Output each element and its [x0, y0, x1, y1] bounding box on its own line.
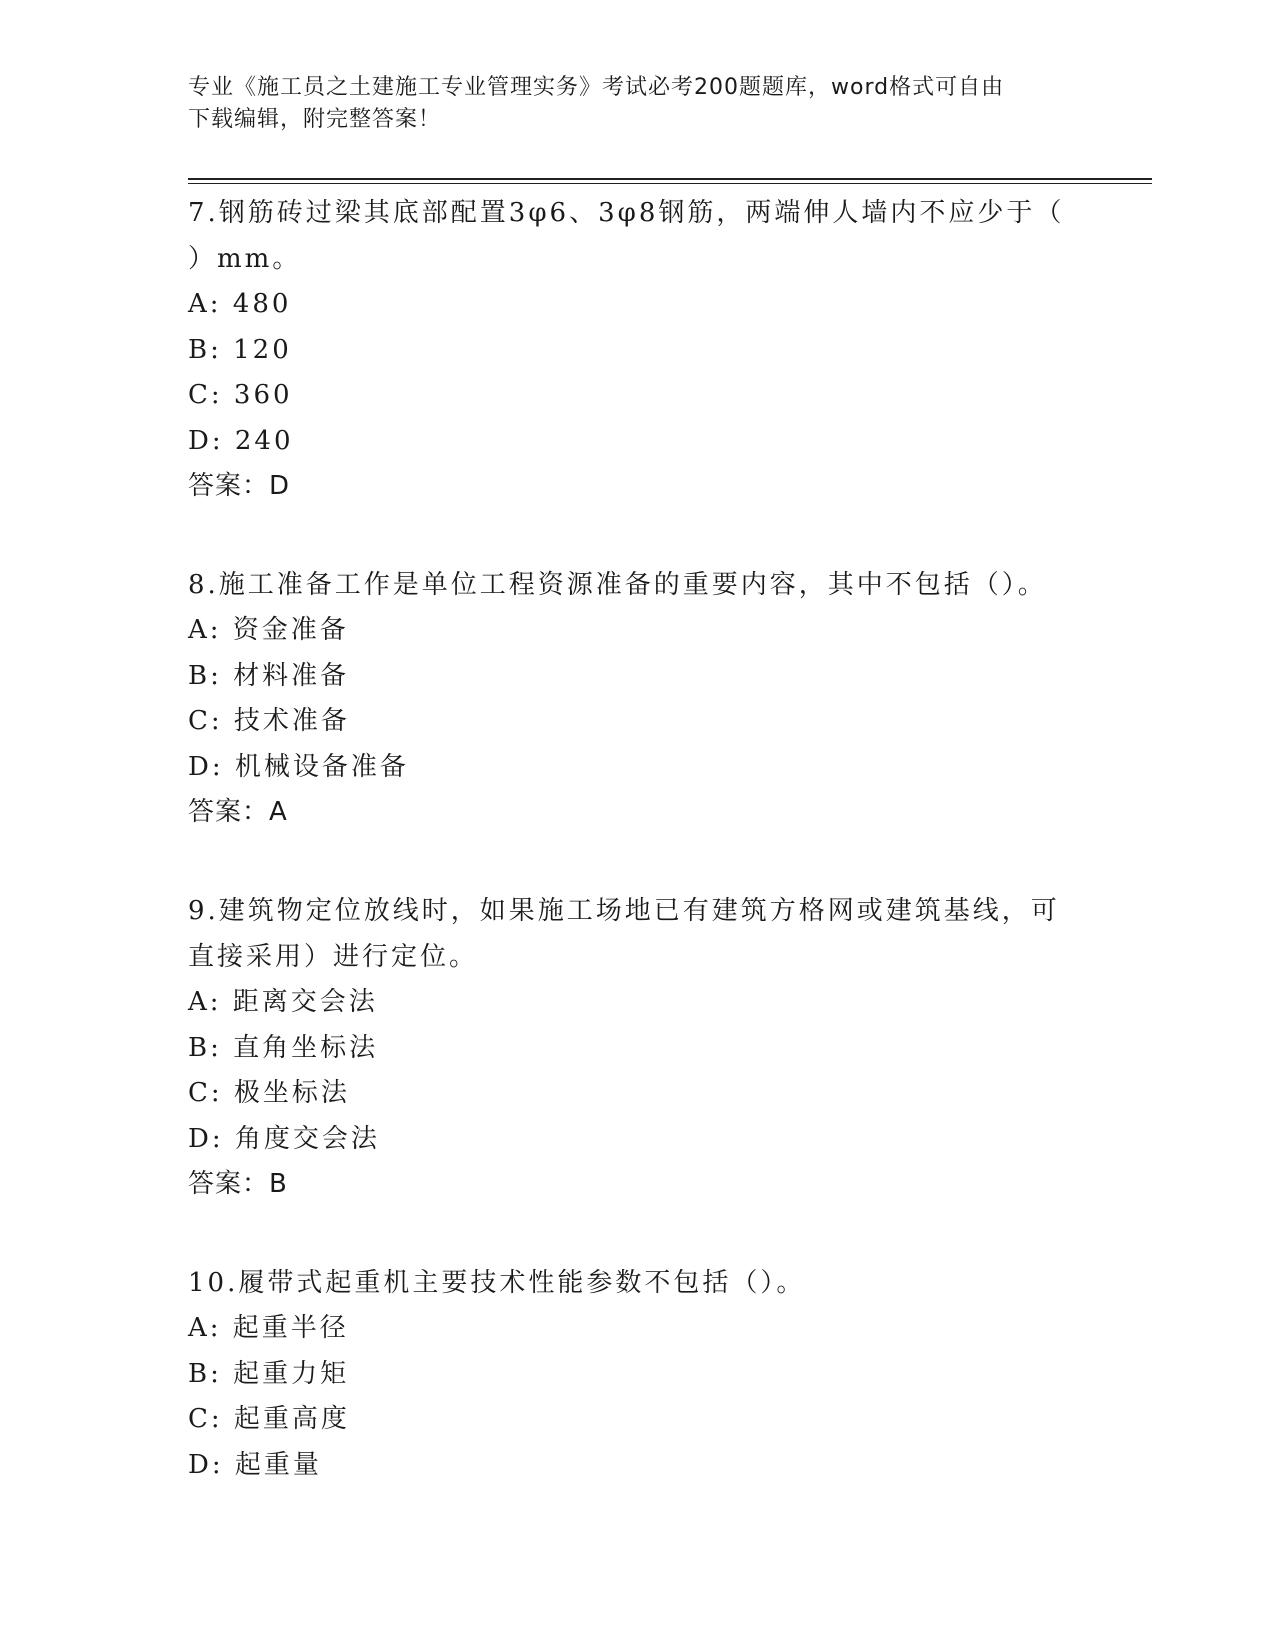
question-9 [188, 888, 1088, 1206]
question-stem-continued: 直接采用）进行定位。 [188, 942, 479, 972]
question-stem: 7.钢筋砖过梁其底部配置3φ6、3φ8钢筋，两端伸人墙内不应少于（ [188, 198, 1065, 228]
question-stem: 9.建筑物定位放线时，如果施工场地已有建筑方格网或建筑基线，可 [188, 896, 1060, 926]
option-a: A: 起重半径 [188, 1313, 349, 1343]
option-b: B: 起重力矩 [188, 1358, 350, 1389]
question-8 [188, 562, 1088, 834]
option-c: C: 起重高度 [188, 1404, 350, 1434]
option-c: C: 技术准备 [188, 706, 350, 736]
option-b: B: 直角坐标法 [188, 1032, 379, 1063]
option-d: D: 机械设备准备 [188, 751, 409, 782]
header-line-1: 专业《施工员之土建施工专业管理实务》考试必考200题题库，word格式可自由 [188, 75, 1005, 100]
option-c: C: 360 [188, 380, 293, 410]
option-c: C: 极坐标法 [188, 1078, 350, 1108]
option-a: A: 距离交会法 [188, 987, 378, 1017]
option-b: B: 材料准备 [188, 660, 350, 691]
question-list [188, 190, 1088, 1542]
header-divider-thick [188, 178, 1152, 180]
question-stem: 10.履带式起重机主要技术性能参数不包括（）。 [188, 1268, 806, 1298]
option-d: D: 角度交会法 [188, 1123, 380, 1154]
option-d: D: 起重量 [188, 1449, 322, 1480]
option-a: A: 资金准备 [188, 615, 349, 645]
answer-line: 答案：B [188, 1169, 288, 1199]
header-line-2: 下载编辑，附完整答案！ [188, 107, 442, 132]
option-d: D: 240 [188, 425, 294, 456]
question-10 [188, 1260, 1088, 1488]
answer-line: 答案：D [188, 471, 291, 501]
option-a: A: 480 [188, 289, 292, 319]
option-b: B: 120 [188, 334, 292, 365]
answer-line: 答案：A [188, 797, 288, 827]
question-stem-continued: ）mm。 [188, 244, 302, 274]
header-divider-thin [188, 183, 1152, 184]
document-header [188, 72, 1088, 136]
question-7 [188, 190, 1088, 508]
question-stem: 8.施工准备工作是单位工程资源准备的重要内容，其中不包括（）。 [188, 570, 1047, 600]
